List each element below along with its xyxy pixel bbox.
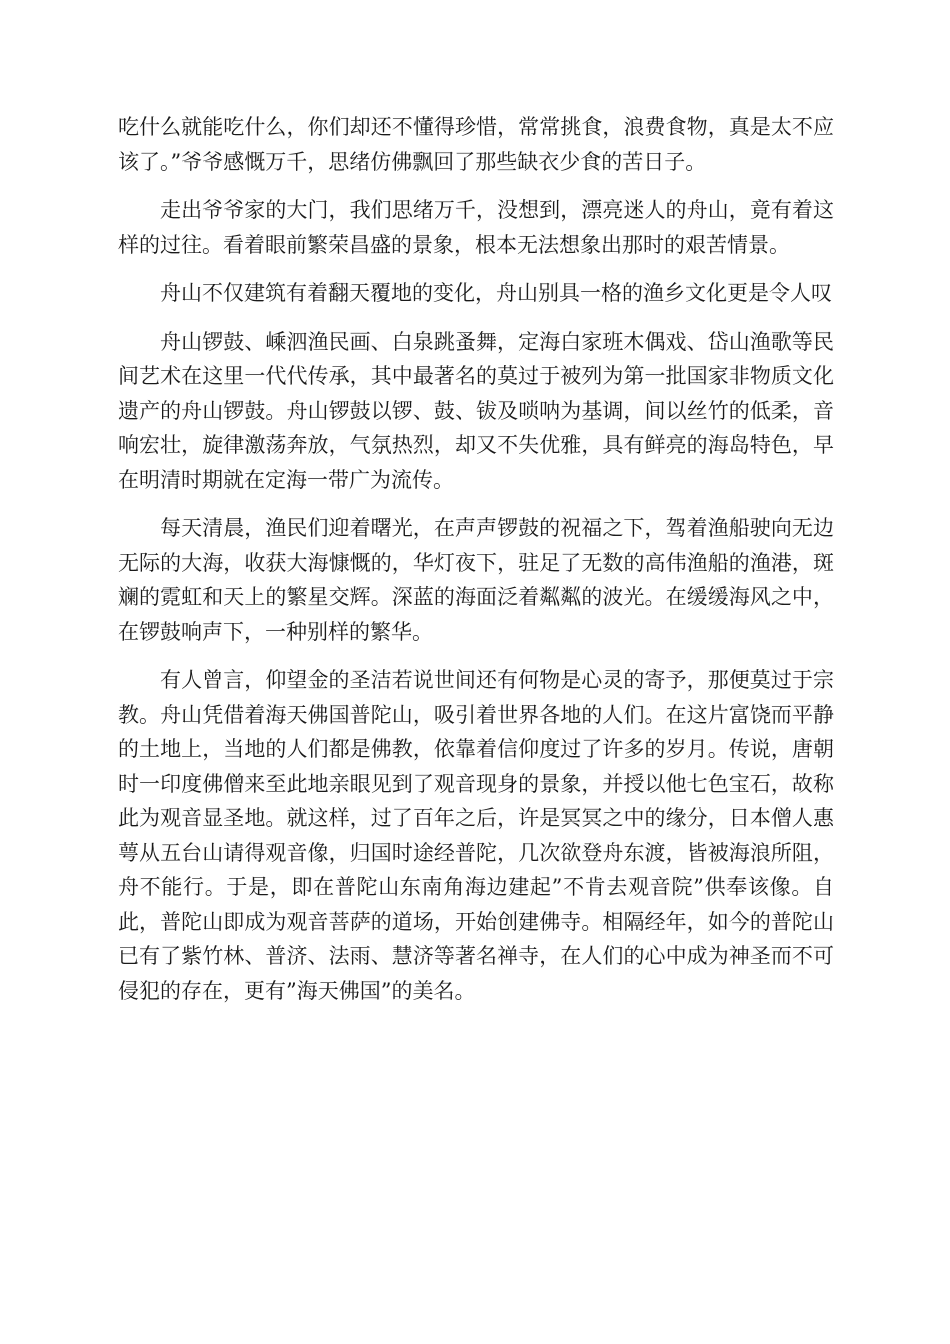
- paragraph-1: 吃什么就能吃什么，你们却还不懂得珍惜，常常挑食，浪费食物，真是太不应该了。”爷爷感慨万千，思绪仿佛飘回了那些缺衣少食的苦日子。: [118, 115, 834, 174]
- paragraph-5: 每天清晨，渔民们迎着曙光，在声声锣鼓的祝福之下，驾着渔船驶向无边无际的大海，收获大海慷慨的，华灯夜下，驻足了无数的高伟渔船的渔港，斑斓的霓虹和天上的繁星交辉。深蓝的海面泛着粼粼的波光。在缓缓海风之中，在锣鼓响声下，一种别样的繁华。: [118, 516, 834, 644]
- document-page: [118, 110, 834, 1022]
- paragraph-4: 舟山锣鼓、嵊泗渔民画、白泉跳蚤舞，定海白家班木偶戏、岱山渔歌等民间艺术在这里一代代传承，其中最著名的莫过于被列为第一批国家非物质文化遗产的舟山锣鼓。舟山锣鼓以锣、鼓、钹及唢呐为基调，间以丝竹的低柔，音响宏壮，旋律激荡奔放，气氛热烈，却又不失优雅，具有鲜亮的海岛特色，早在明清时期就在定海一带广为流传。: [118, 329, 834, 492]
- paragraph-2: 走出爷爷家的大门，我们思绪万千，没想到，漂亮迷人的舟山，竟有着这样的过往。看着眼前繁荣昌盛的景象，根本无法想象出那时的艰苦情景。: [118, 198, 834, 257]
- paragraph-3: 舟山不仅建筑有着翻天覆地的变化，舟山别具一格的渔乡文化更是令人叹: [160, 281, 832, 305]
- paragraph-6: 有人曾言，仰望金的圣洁若说世间还有何物是心灵的寄予，那便莫过于宗教。舟山凭借着海天佛国普陀山，吸引着世界各地的人们。在这片富饶而平静的土地上，当地的人们都是佛教，依靠着信仰度过了许多的岁月。传说，唐朝时一印度佛僧来至此地亲眼见到了观音现身的景象，并授以他七色宝石，故称此为观音显圣地。就这样，过了百年之后，许是冥冥之中的缘分，日本僧人惠萼从五台山请得观音像，归国时途经普陀，几次欲登舟东渡，皆被海浪所阻，舟不能行。于是，即在普陀山东南角海边建起”不肯去观音院”供奉该像。自此，普陀山即成为观音菩萨的道场，开始创建佛寺。相隔经年，如今的普陀山已有了紫竹林、普济、法雨、慧济等著名禅寺，在人们的心中成为神圣而不可侵犯的存在，更有”海天佛国”的美名。: [118, 668, 834, 1003]
